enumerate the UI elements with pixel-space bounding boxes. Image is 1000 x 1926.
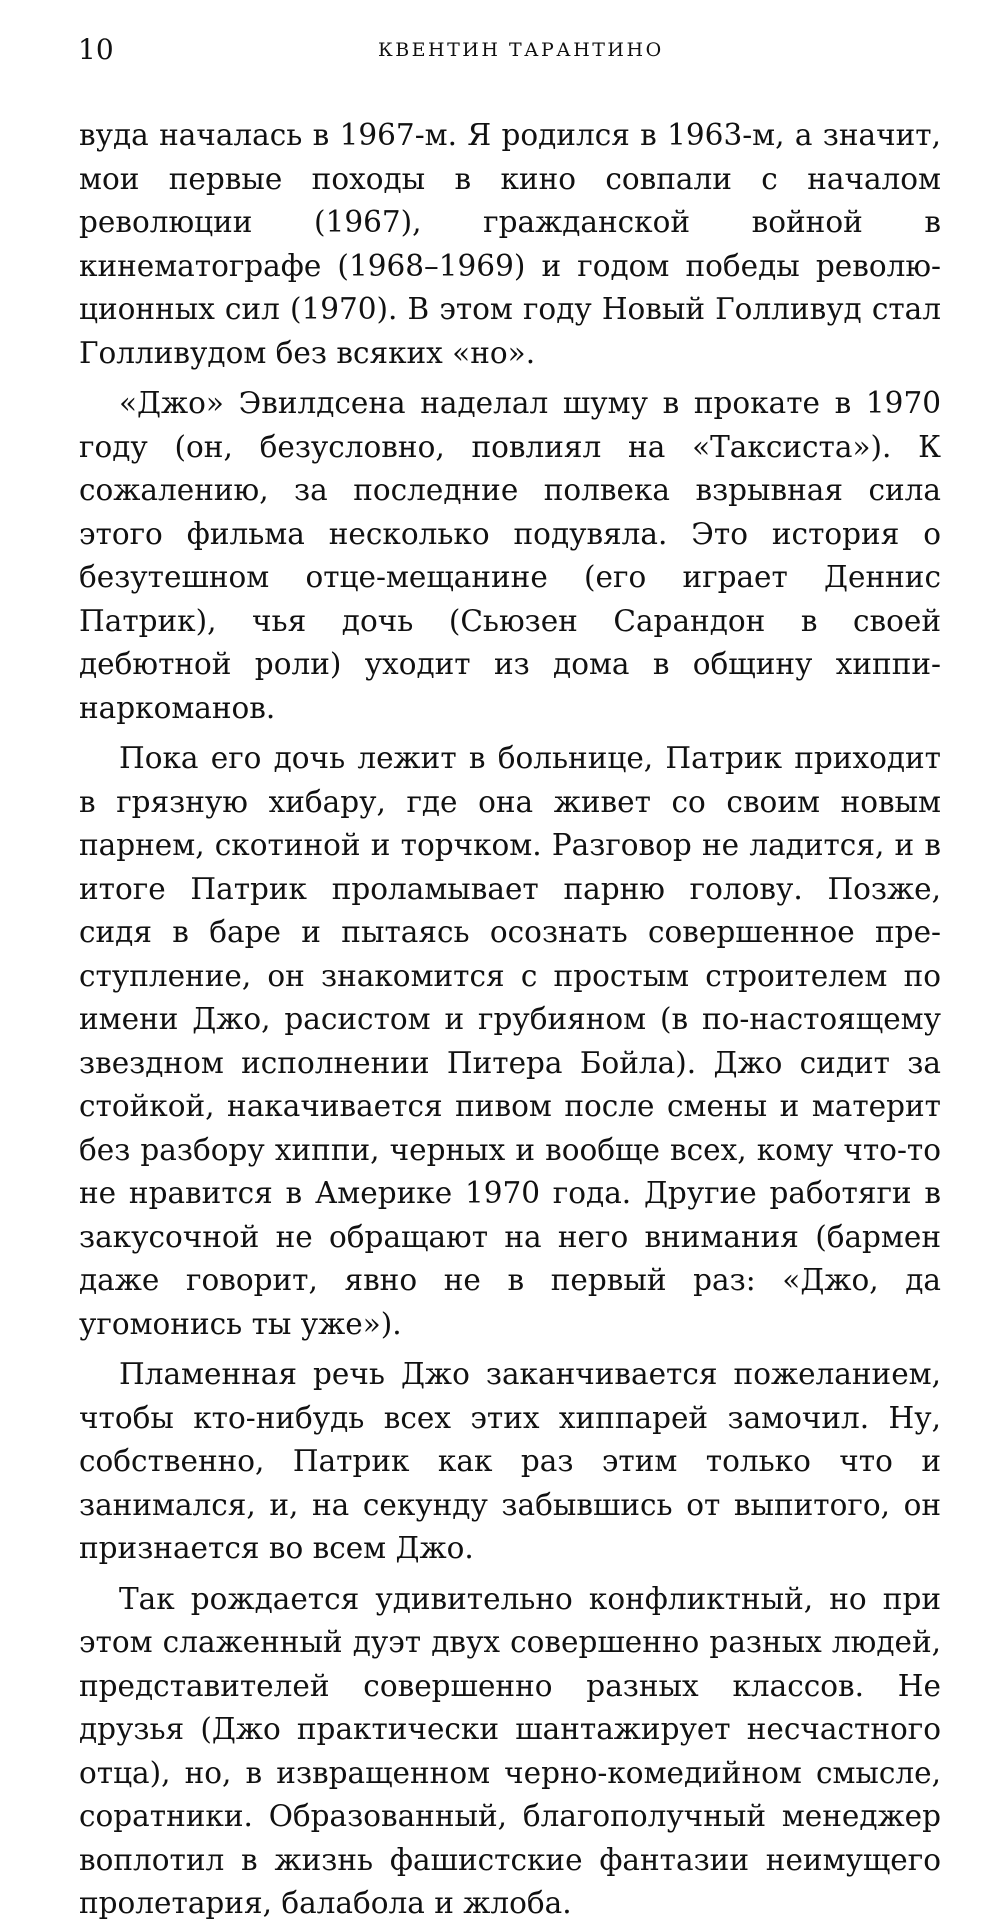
running-title: КВЕНТИН ТАРАНТИНО bbox=[378, 39, 664, 61]
paragraph: Пока его дочь лежит в больнице, Патрик приходит в грязную хибару, где она живет со своим новым парнем, скотиной и торчком. Разговор не ладится, и в итоге Патрик проламывает парню голову. Позже, сидя в баре и пытаясь осознать совершенное преступление, он знакомится с простым строителем по имени Джо, расистом и грубияном (в по-настоящему звездном исполнении Питера Бойла). Джо сидит за стойкой, накачивается пивом после смены и материт без разбору хиппи, черных и вообще всех, кому что-то не нравится в Америке 1970 года. Другие работяги в закусочной не обращают на него внимания (бармен даже говорит, явно не в первый раз: «Джо, да угомонись ты уже»). bbox=[79, 741, 941, 1341]
paragraph: Так рождается удивительно конфликтный, но при этом слаженный дуэт двух совершенно разных людей, представителей совершенно разных классов. Не друзья (Джо практически шантажирует несчастного отца), но, в извращенном черно-комедийном смысле, соратники. Образованный, благополучный менеджер воплотил в жизнь фашистские фантазии неимущего пролетария, балабола и жлоба. bbox=[79, 1581, 941, 1920]
paragraph: Пламенная речь Джо заканчивается пожеланием, чтобы кто-нибудь всех этих хиппарей замочил. Ну, собственно, Патрик как раз этим только что и занимался, и, на секунду забывшись от выпитого, он признается во всем Джо. bbox=[79, 1357, 941, 1565]
body-text bbox=[79, 114, 941, 1926]
paragraph-continued: вуда началась в 1967-м. Я родился в 1963-м, а значит, мои первые походы в кино совпали с началом революции (1967), гражданской войной в кинематографе (1968–1969) и годом победы революционных сил (1970). В этом году Новый Голливуд стал Голливудом без всяких «но». bbox=[79, 118, 941, 370]
running-head bbox=[78, 32, 940, 68]
page-number: 10 bbox=[78, 33, 114, 66]
paragraph: «Джо» Эвилдсена наделал шуму в прокате в 1970 году (он, безусловно, повлиял на «Таксиста»). К сожалению, за последние полвека взрывная сила этого фильма несколько подувяла. Это история о безутешном отце-мещанине (его играет Деннис Патрик), чья дочь (Сьюзен Сарандон в своей дебютной роли) уходит из дома в общину хиппи-наркоманов. bbox=[79, 386, 941, 725]
